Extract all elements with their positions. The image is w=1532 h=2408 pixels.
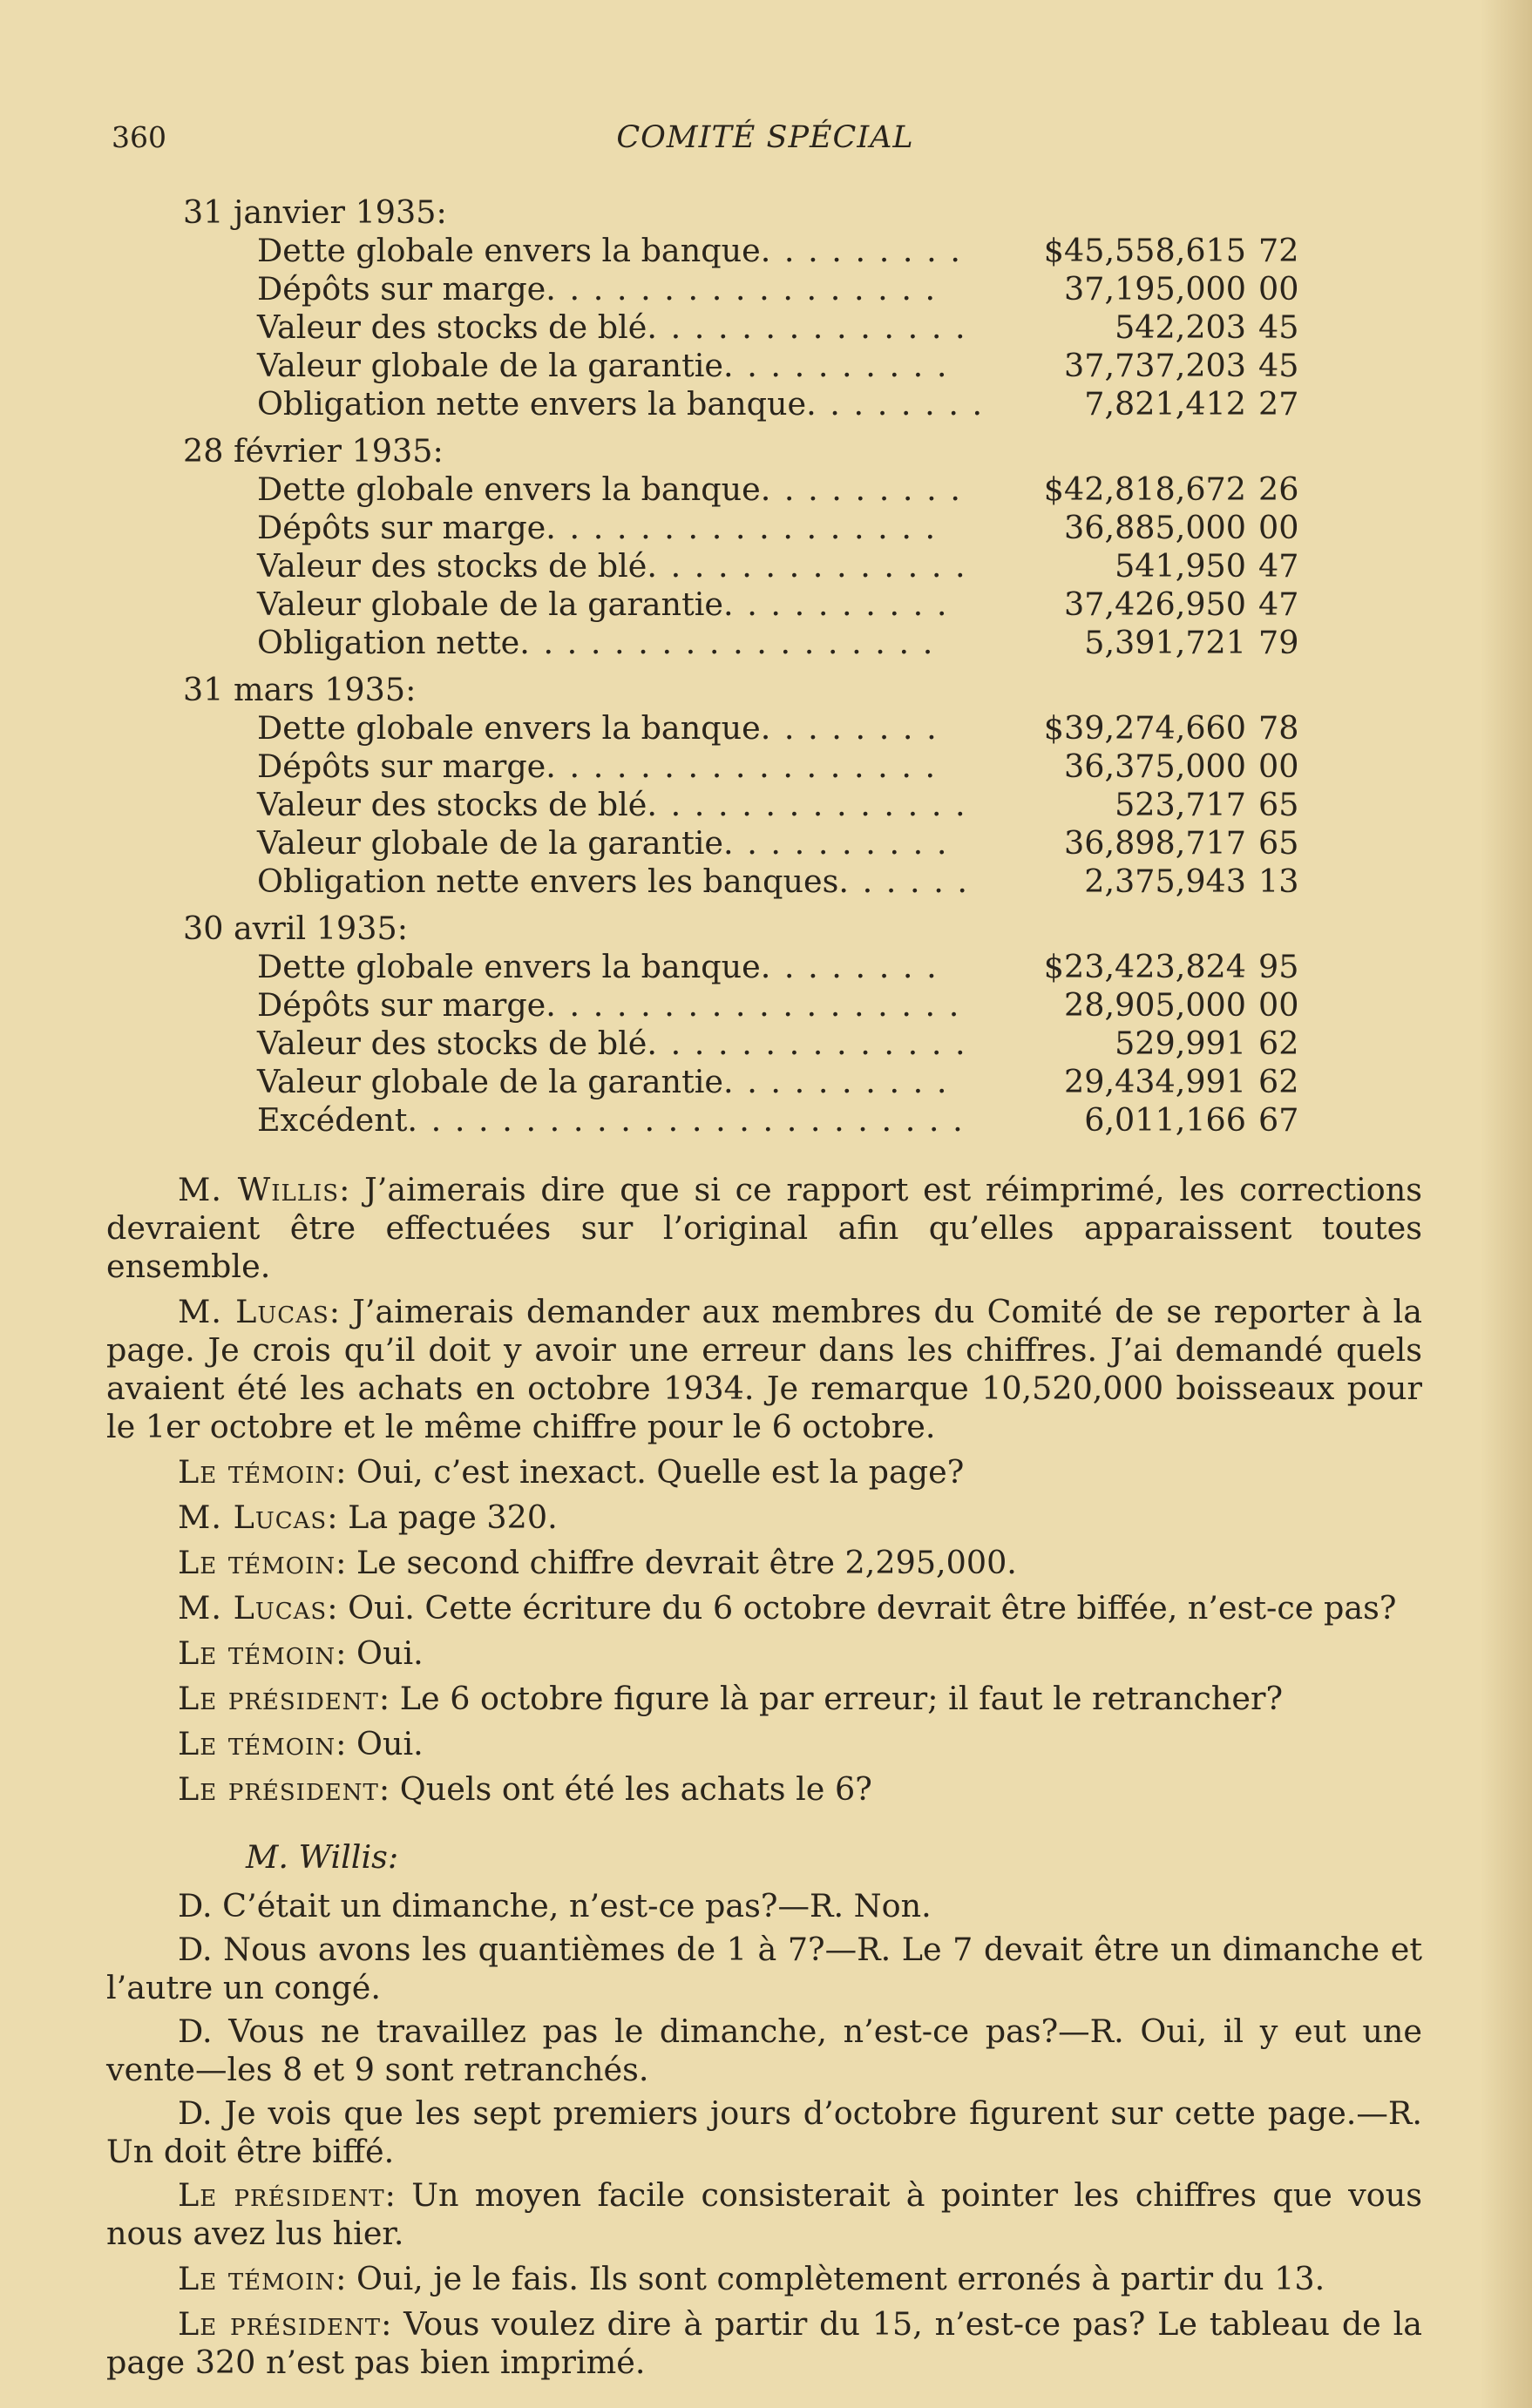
leader-dots: . . . . . . . . <box>806 385 985 423</box>
running-title: COMITÉ SPÉCIAL <box>616 120 914 155</box>
speaker-name: Le témoin <box>178 1634 336 1672</box>
row-cents: 65 <box>1258 786 1299 823</box>
leader-dots: . . . . . . <box>838 862 970 900</box>
page-edge-shadow <box>1480 0 1532 2408</box>
leader-dots: . . . . . . . . . . . . . . . . . <box>546 509 938 546</box>
row-cents: 00 <box>1258 270 1299 308</box>
row-amount: $23,423,824 <box>1043 948 1246 985</box>
row-label: Valeur globale de la garantie <box>257 347 724 384</box>
qa-paragraph: D. C’était un dimanche, n’est-ce pas?—R. Non. <box>178 1887 932 1924</box>
speech-text: Un moyen facile consisterait à pointer les chiffres que vous nous avez lus hier. <box>106 2176 1422 2252</box>
row-cents: 00 <box>1258 747 1299 785</box>
speaker-name: M. Lucas <box>178 1293 329 1330</box>
statement-row <box>183 547 1299 585</box>
dialogue-paragraph: Le témoin: Oui, c’est inexact. Quelle est la page? <box>178 1453 965 1491</box>
row-amount: 7,821,412 <box>1084 385 1246 423</box>
leader-dots: . . . . . . . . . . <box>723 1063 949 1100</box>
row-amount: 541,950 <box>1115 547 1246 585</box>
statement-group <box>183 432 1299 662</box>
leader-dots: . . . . . . . . . . . . . . <box>647 1025 967 1062</box>
row-label: Valeur des stocks de blé <box>257 547 647 585</box>
transcript-body <box>106 1171 1422 2389</box>
row-cents: 26 <box>1258 470 1299 508</box>
row-label: Valeur globale de la garantie <box>257 1063 724 1100</box>
statement-group <box>183 671 1299 901</box>
speaker-name: Le témoin <box>178 1453 336 1491</box>
row-amount: $45,558,615 <box>1043 232 1246 269</box>
dialogue-paragraph: Le président: Le 6 octobre figure là par erreur; il faut le retrancher? <box>178 1680 1284 1717</box>
row-label: Dépôts sur marge <box>257 986 546 1024</box>
statement-date: 31 janvier 1935: <box>183 193 447 231</box>
row-amount: 2,375,943 <box>1084 862 1246 900</box>
row-label: Dette globale envers la banque <box>257 948 761 985</box>
statement-row <box>183 824 1299 862</box>
dialogue-paragraph: Le témoin: Oui. <box>178 1634 424 1672</box>
statement-row <box>183 862 1299 901</box>
row-cents: 47 <box>1258 585 1299 623</box>
row-cents: 79 <box>1258 624 1299 661</box>
row-label: Obligation nette envers la banque <box>257 385 807 423</box>
page-number: 360 <box>112 120 166 154</box>
row-cents: 62 <box>1258 1063 1299 1100</box>
qa-paragraph: D. Je vois que les sept premiers jours d’octobre figurent sur cette page.—R. Un doit être biffé. <box>106 2094 1422 2170</box>
row-label: Dépôts sur marge <box>257 747 546 785</box>
row-cents: 65 <box>1258 824 1299 862</box>
row-cents: 78 <box>1258 709 1299 747</box>
statement-row <box>183 747 1299 786</box>
speaker-name: M. Lucas <box>178 1498 328 1536</box>
financial-statement <box>183 193 1299 1148</box>
speech-text: J’aimerais demander aux membres du Comité de se reporter à la page. Je crois qu’il doit y avoir une erreur dans les chiffres. J’ai demandé quels avaient été les achats en octobre 1934. Je remarque 10,520,000 boisseaux pour le 1er octobre et le même chiffre pour le 6 octobre. <box>106 1293 1422 1445</box>
dialogue-section-1 <box>106 1171 1422 1809</box>
row-amount: 36,898,717 <box>1064 824 1246 862</box>
speech-text: Oui, je le fais. Ils sont complètement erronés à partir du 13. <box>356 2260 1325 2297</box>
qa-paragraph: D. Nous avons les quantièmes de 1 à 7?—R. Le 7 devait être un dimanche et l’autre un congé. <box>106 1931 1422 2006</box>
dialogue-paragraph: Le témoin: Oui, je le fais. Ils sont complètement erronés à partir du 13. <box>178 2260 1325 2297</box>
row-amount: 542,203 <box>1115 308 1246 346</box>
row-amount: 6,011,166 <box>1084 1101 1246 1139</box>
leader-dots: . . . . . . . . . . . . . . . . . <box>546 270 938 308</box>
statement-row <box>183 786 1299 824</box>
row-label: Dette globale envers la banque <box>257 232 761 269</box>
row-cents: 95 <box>1258 948 1299 985</box>
examiner-subheading: M. Willis: <box>246 1838 399 1876</box>
row-cents: 45 <box>1258 347 1299 384</box>
row-label: Dépôts sur marge <box>257 270 546 308</box>
dialogue-paragraph: M. Lucas: La page 320. <box>178 1498 558 1536</box>
row-amount: $39,274,660 <box>1043 709 1246 747</box>
leader-dots: . . . . . . . . . . . . . . . . . . . . . . . . <box>407 1101 965 1139</box>
row-label: Valeur des stocks de blé <box>257 1025 647 1062</box>
speaker-name: Le président <box>178 2305 382 2343</box>
statement-row <box>183 624 1299 662</box>
statement-row <box>183 385 1299 423</box>
statement-group <box>183 910 1299 1140</box>
row-cents: 45 <box>1258 308 1299 346</box>
row-label: Valeur globale de la garantie <box>257 585 724 623</box>
dialogue-paragraph: M. Willis: J’aimerais dire que si ce rapport est réimprimé, les corrections devraient être effectuées sur l’original afin qu’elles apparaissent toutes ensemble. <box>106 1171 1422 1285</box>
leader-dots: . . . . . . . . . . . . . . . . . . <box>519 624 935 661</box>
row-cents: 00 <box>1258 509 1299 546</box>
row-label: Obligation nette <box>257 624 520 661</box>
statement-group <box>183 193 1299 423</box>
dialogue-paragraph: M. Lucas: J’aimerais demander aux membres du Comité de se reporter à la page. Je crois qu’il doit y avoir une erreur dans les chiffres. J’ai demandé quels avaient été les achats en octobre 1934. Je remarque 10,520,000 boisseaux pour le 1er octobre et le même chiffre pour le 6 octobre. <box>106 1293 1422 1445</box>
row-cents: 13 <box>1258 862 1299 900</box>
statement-row <box>183 509 1299 547</box>
speech-text: Oui, c’est inexact. Quelle est la page? <box>356 1453 965 1491</box>
speaker-name: M. Lucas <box>178 1589 328 1627</box>
speaker-name: Le président <box>178 1680 379 1717</box>
speaker-name: Le témoin <box>178 1725 336 1762</box>
speech-text: Oui. <box>356 1634 424 1672</box>
row-cents: 47 <box>1258 547 1299 585</box>
row-label: Dette globale envers la banque <box>257 470 761 508</box>
statement-row <box>183 709 1299 747</box>
statement-row <box>183 1063 1299 1101</box>
statement-row <box>183 308 1299 347</box>
row-amount: 36,885,000 <box>1064 509 1246 546</box>
page-header <box>112 120 1419 164</box>
speech-text: Oui. Cette écriture du 6 octobre devrait être biffée, n’est-ce pas? <box>348 1589 1397 1627</box>
question-answer-section <box>106 1887 1422 2171</box>
dialogue-paragraph: M. Lucas: Oui. Cette écriture du 6 octobre devrait être biffée, n’est-ce pas? <box>178 1589 1397 1627</box>
statement-row <box>183 986 1299 1025</box>
dialogue-paragraph: Le président: Quels ont été les achats le 6? <box>178 1770 872 1808</box>
statement-row <box>183 270 1299 308</box>
speaker-name: M. Willis <box>178 1171 340 1208</box>
row-cents: 72 <box>1258 232 1299 269</box>
speech-text: Le 6 octobre figure là par erreur; il faut le retrancher? <box>399 1680 1284 1717</box>
leader-dots: . . . . . . . . . <box>760 470 962 508</box>
speaker-name: Le président <box>178 2176 385 2214</box>
speech-text: Oui. <box>356 1725 424 1762</box>
leader-dots: . . . . . . . . . <box>760 232 962 269</box>
statement-row <box>183 1025 1299 1063</box>
statement-row <box>183 948 1299 986</box>
row-label: Valeur des stocks de blé <box>257 786 647 823</box>
dialogue-paragraph: Le président: Vous voulez dire à partir du 15, n’est-ce pas? Le tableau de la page 320 n’est pas bien imprimé. <box>106 2305 1423 2381</box>
statement-row <box>183 232 1299 270</box>
speech-text: Quels ont été les achats le 6? <box>399 1770 872 1808</box>
dialogue-section-2 <box>106 2176 1422 2382</box>
dialogue-paragraph: Le témoin: Oui. <box>178 1725 424 1762</box>
statement-date: 28 février 1935: <box>183 432 444 470</box>
row-label: Obligation nette envers les banques <box>257 862 839 900</box>
row-cents: 27 <box>1258 385 1299 423</box>
row-amount: 37,737,203 <box>1064 347 1246 384</box>
row-amount: 37,426,950 <box>1064 585 1246 623</box>
leader-dots: . . . . . . . . . . <box>723 824 949 862</box>
statement-date: 30 avril 1935: <box>183 910 409 947</box>
row-label: Excédent <box>257 1101 408 1139</box>
statement-row <box>183 347 1299 385</box>
speech-text: Le second chiffre devrait être 2,295,000. <box>356 1544 1017 1581</box>
row-amount: 37,195,000 <box>1064 270 1246 308</box>
row-amount: 28,905,000 <box>1064 986 1246 1024</box>
row-cents: 62 <box>1258 1025 1299 1062</box>
row-label: Dépôts sur marge <box>257 509 546 546</box>
leader-dots: . . . . . . . . . . <box>723 585 949 623</box>
row-label: Valeur des stocks de blé <box>257 308 647 346</box>
row-amount: 36,375,000 <box>1064 747 1246 785</box>
leader-dots: . . . . . . . . . . . . . . . . . <box>546 747 938 785</box>
leader-dots: . . . . . . . . . . <box>723 347 949 384</box>
leader-dots: . . . . . . . . . . . . . . . . . . <box>546 986 961 1024</box>
row-cents: 00 <box>1258 986 1299 1024</box>
row-amount: 523,717 <box>1115 786 1246 823</box>
statement-date: 31 mars 1935: <box>183 671 417 708</box>
row-cents: 67 <box>1258 1101 1299 1139</box>
leader-dots: . . . . . . . . <box>760 948 939 985</box>
statement-row <box>183 585 1299 624</box>
speaker-name: Le témoin <box>178 1544 336 1581</box>
statement-row <box>183 470 1299 509</box>
dialogue-paragraph: Le président: Un moyen facile consisterait à pointer les chiffres que vous nous avez lus hier. <box>106 2176 1422 2252</box>
speaker-name: Le président <box>178 1770 379 1808</box>
dialogue-paragraph: Le témoin: Le second chiffre devrait être 2,295,000. <box>178 1544 1017 1581</box>
row-amount: 29,434,991 <box>1064 1063 1246 1100</box>
speech-text: J’aimerais dire que si ce rapport est réimprimé, les corrections devraient être effectuées sur l’original afin qu’elles apparaissent toutes ensemble. <box>106 1171 1422 1285</box>
leader-dots: . . . . . . . . <box>760 709 939 747</box>
leader-dots: . . . . . . . . . . . . . . <box>647 547 967 585</box>
row-label: Valeur globale de la garantie <box>257 824 724 862</box>
qa-paragraph: D. Vous ne travaillez pas le dimanche, n’est-ce pas?—R. Oui, il y eut une vente—les 8 et 9 sont retranchés. <box>106 2012 1422 2088</box>
leader-dots: . . . . . . . . . . . . . . <box>647 786 967 823</box>
row-amount: 5,391,721 <box>1084 624 1246 661</box>
statement-row <box>183 1101 1299 1140</box>
speaker-name: Le témoin <box>178 2260 336 2297</box>
row-amount: $42,818,672 <box>1043 470 1246 508</box>
row-label: Dette globale envers la banque <box>257 709 761 747</box>
leader-dots: . . . . . . . . . . . . . . <box>647 308 967 346</box>
speech-text: Vous voulez dire à partir du 15, n’est-ce pas? Le tableau de la page 320 n’est pas bien imprimé. <box>106 2305 1423 2381</box>
speech-text: La page 320. <box>348 1498 558 1536</box>
row-amount: 529,991 <box>1115 1025 1246 1062</box>
